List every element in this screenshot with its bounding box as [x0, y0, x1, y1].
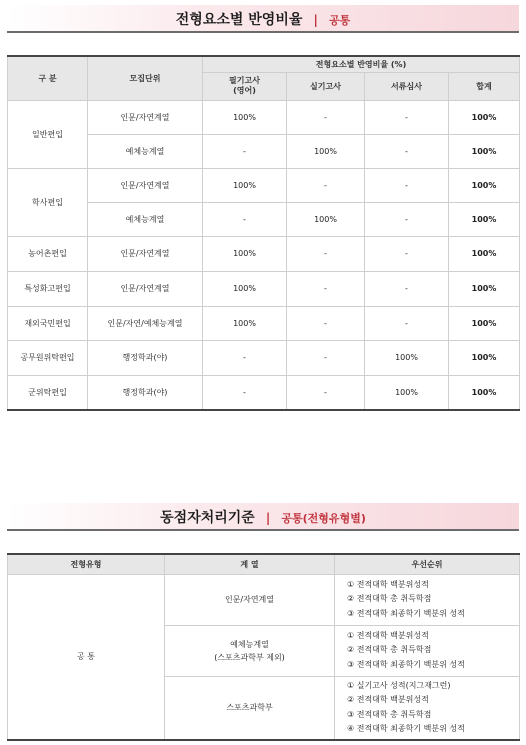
document-cell: 100% [365, 340, 449, 375]
practical-cell: - [287, 375, 365, 410]
category-cell: 공무원위탁편입 [8, 340, 88, 375]
tiebreak-table [7, 553, 520, 741]
unit-cell: 예체능계열 [88, 134, 203, 168]
unit-cell: 인문/자연계열 [88, 271, 203, 306]
category-cell: 특성화고편입 [8, 271, 88, 306]
practical-cell: - [287, 168, 365, 202]
priority-item: ② 전적대학 총 취득학점 [347, 594, 432, 604]
total-cell: 100% [449, 340, 520, 375]
section-title-tiebreak: 동점자처리기준 [160, 510, 255, 526]
header-priority: 우선순위 [335, 554, 520, 574]
field-cell: 스포츠과학부 [165, 676, 335, 740]
unit-cell: 인문/자연계열 [88, 168, 203, 202]
header-practical: 실기고사 [287, 72, 365, 100]
field-cell: 예체능계열 (스포츠과학부 제외) [165, 625, 335, 676]
priority-item: ② 전적대학 총 취득학점 [347, 645, 432, 655]
priority-item: ① 실기고사 성적(지그재그런) [347, 680, 451, 690]
written-cell: - [203, 375, 287, 410]
header-unit: 모집단위 [88, 56, 203, 100]
document-cell: - [365, 100, 449, 134]
practical-cell: - [287, 236, 365, 271]
written-cell: 100% [203, 271, 287, 306]
unit-cell: 인문/자연/예체능계열 [88, 306, 203, 340]
unit-cell: 행정학과(야) [88, 375, 203, 410]
section-header-tiebreak [7, 503, 519, 531]
written-cell: - [203, 134, 287, 168]
priority-item: ③ 전적대학 총 취득학점 [347, 709, 432, 719]
priority-item: ② 전적대학 백분위성적 [347, 695, 429, 705]
section-header-ratio [7, 5, 519, 33]
practical-cell: - [287, 306, 365, 340]
unit-cell: 인문/자연계열 [88, 236, 203, 271]
type-cell: 공 통 [8, 574, 165, 740]
written-cell: 100% [203, 236, 287, 271]
priority-item: ④ 전적대학 최종학기 백분위 성적 [347, 724, 465, 734]
header-total: 합계 [449, 72, 520, 100]
header-category: 구 분 [8, 56, 88, 100]
priority-cell [335, 676, 520, 740]
unit-cell: 행정학과(야) [88, 340, 203, 375]
section-divider: | [313, 13, 318, 27]
section-subtitle-ratio: 공통 [328, 14, 351, 27]
category-cell: 재외국민편입 [8, 306, 88, 340]
written-cell: - [203, 202, 287, 236]
practical-cell: - [287, 340, 365, 375]
practical-cell: - [287, 271, 365, 306]
unit-cell: 인문/자연계열 [88, 100, 203, 134]
document-cell: - [365, 134, 449, 168]
category-cell: 학사편입 [8, 168, 88, 236]
practical-cell: 100% [287, 202, 365, 236]
header-type: 전형유형 [8, 554, 165, 574]
field-cell: 인문/자연계열 [165, 574, 335, 625]
written-cell: - [203, 340, 287, 375]
document-cell: - [365, 236, 449, 271]
written-cell: 100% [203, 100, 287, 134]
header-ratio-group: 전형요소별 반영비율 (%) [203, 56, 520, 72]
written-cell: 100% [203, 306, 287, 340]
written-cell: 100% [203, 168, 287, 202]
total-cell: 100% [449, 100, 520, 134]
document-cell: - [365, 306, 449, 340]
total-cell: 100% [449, 271, 520, 306]
practical-cell: 100% [287, 134, 365, 168]
section-subtitle-tiebreak: 공통(전형유형별) [281, 512, 366, 525]
priority-cell [335, 625, 520, 676]
priority-item: ① 전적대학 백분위성적 [347, 630, 429, 640]
document-cell: 100% [365, 375, 449, 410]
total-cell: 100% [449, 375, 520, 410]
total-cell: 100% [449, 168, 520, 202]
header-document: 서류심사 [365, 72, 449, 100]
header-written: 필기고사 (영어) [203, 72, 287, 100]
section-title-ratio: 전형요소별 반영비율 [175, 12, 303, 28]
document-cell: - [365, 271, 449, 306]
ratio-table [7, 55, 520, 411]
document-cell: - [365, 168, 449, 202]
priority-item: ③ 전적대학 최종학기 백분위 성적 [347, 659, 465, 669]
total-cell: 100% [449, 306, 520, 340]
total-cell: 100% [449, 202, 520, 236]
total-cell: 100% [449, 134, 520, 168]
unit-cell: 예체능계열 [88, 202, 203, 236]
category-cell: 일반편입 [8, 100, 88, 168]
priority-item: ③ 전적대학 최종학기 백분위 성적 [347, 608, 465, 618]
document-cell: - [365, 202, 449, 236]
header-field: 계 열 [165, 554, 335, 574]
total-cell: 100% [449, 236, 520, 271]
category-cell: 군위탁편입 [8, 375, 88, 410]
priority-cell [335, 574, 520, 625]
practical-cell: - [287, 100, 365, 134]
priority-item: ① 전적대학 백분위성적 [347, 579, 429, 589]
category-cell: 농어촌편입 [8, 236, 88, 271]
section-divider: | [265, 511, 271, 525]
